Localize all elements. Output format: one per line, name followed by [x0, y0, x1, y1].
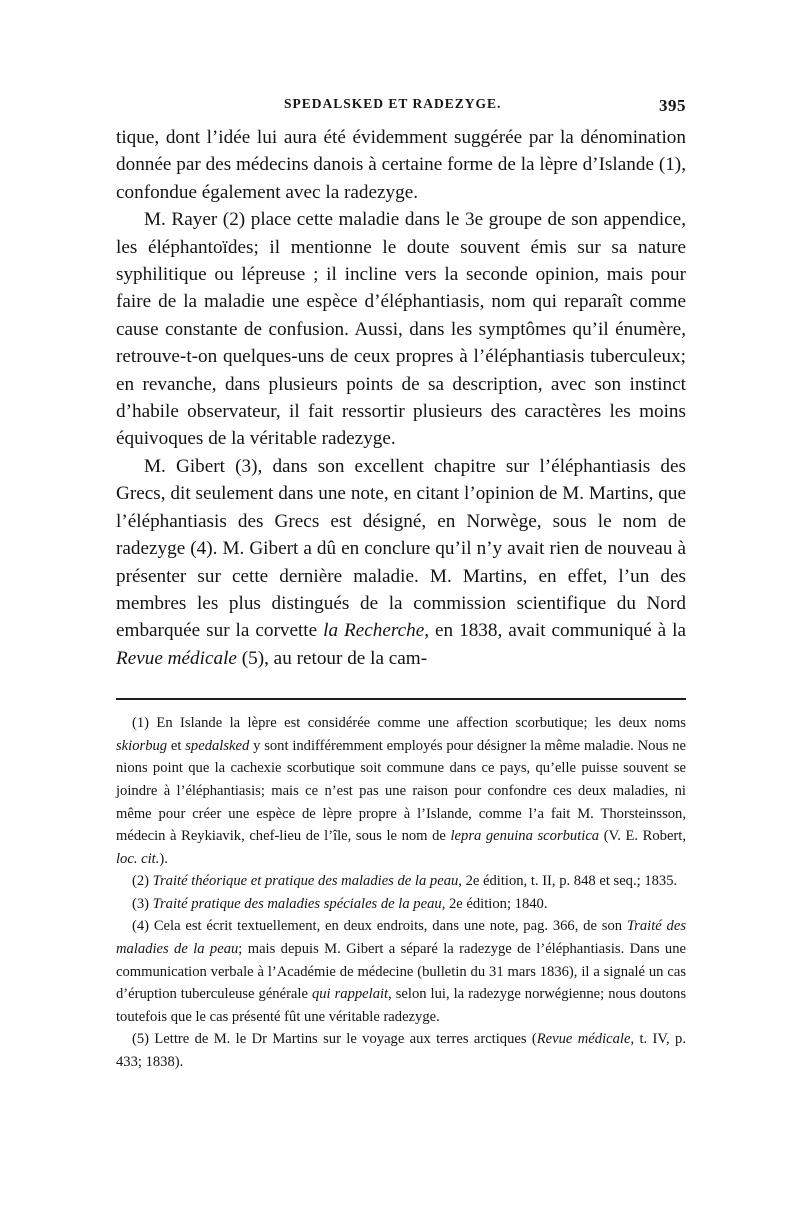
footnote-text: ; mais depuis M. Gibert a séparé la radezyge de l’éléphantiasis. Dans une communication verbale à l’Académie de médecine (bulletin du 31 mars 1836), il a signalé un cas d’éruption tuberculeuse générale: [116, 941, 687, 1003]
footnote-italic: skiorbug: [116, 737, 168, 754]
footnote-text: (5) Lettre de M. le Dr Martins sur le voyage aux terres arctiques (: [132, 1031, 537, 1048]
paragraph-text: tique, dont l’idée lui aura été évidemment suggérée par la dénomination donnée par des médecins danois à certaine forme de la lèpre d’Islande (1), confondue également avec la radezyge.: [116, 127, 686, 203]
paragraph-text: (5), au retour de la cam-: [236, 647, 428, 669]
footnote-italic: Traité théorique et pratique des maladies de la peau: [152, 873, 459, 890]
paragraph-text: M. Gibert (3), dans son excellent chapitre sur l’éléphantiasis des Grecs, dit seulement dans une note, en citant l’opinion de M. Martins, que l’éléphantiasis des Grecs est désigné, en Norwège, sous le nom de radezyge (4). M. Gibert a dû en conclure qu’il n’y avait rien de nouveau à présenter sur cette dernière maladie. M. Martins, en effet, l’un des membres les plus distingués de la commission scientifique du Nord embarquée sur la corvette: [116, 455, 686, 642]
footnote-4: [116, 915, 686, 1028]
footnote-italic: qui rappelait: [311, 986, 389, 1003]
book-page: [116, 96, 686, 1074]
footnote-3: [116, 893, 686, 916]
footnote-text: , t. IV, p. 433; 1838).: [116, 1031, 686, 1071]
footnote-2: [116, 870, 686, 893]
journal-title: Revue médicale: [116, 647, 237, 669]
footnotes: [116, 712, 686, 1074]
page-number: 395: [659, 96, 686, 115]
footnote-text: et: [167, 737, 186, 754]
page-header: [116, 96, 686, 122]
footnote-text: (2): [132, 873, 153, 890]
footnote-text: , 2e édition, t. II, p. 848 et seq.; 1835.: [458, 873, 678, 890]
paragraph-continued: [116, 124, 686, 206]
footnote-text: y sont indifféremment employés pour désigner la même maladie. Nous ne nions point que la cachexie scorbutique soit commune dans ce pays, qu’elle puisse souvent se joindre à l’éléphantiasis; mais ce n’est pas une raison pour confondre ces deux maladies, ni même pour créer une espèce de lèpre propre à l’Islande, comme l’a fait M. Thorsteinsson, médecin à Reykiavik, chef-lieu de l’île, sous le nom de: [116, 737, 686, 845]
footnote-text: , 2e édition; 1840.: [441, 895, 548, 912]
body-text: [116, 124, 686, 672]
footnote-5: [116, 1028, 686, 1073]
footnote-italic: spedalsked: [185, 737, 250, 754]
paragraph-text: M. Rayer (2) place cette maladie dans le 3e groupe de son appendice, les éléphantoïdes; il mentionne le doute souvent émis sur sa nature syphilitique ou lépreuse ; il incline vers la seconde opinion, mais pour faire de la maladie une espèce d’éléphantiasis, nom qui reparaît comme cause constante de confusion. Aussi, dans les symptômes qu’il énumère, retrouve-t-on quelques-uns de ceux propres à l’éléphantiasis tuberculeux; en revanche, dans plusieurs points de sa description, avec son instinct d’habile observateur, il fait ressortir plusieurs des caractères les moins équivoques de la véritable radezyge.: [116, 209, 686, 450]
footnote-text: (3): [132, 895, 153, 912]
footnote-italic: loc. cit.: [116, 850, 160, 867]
footnote-text: (V. E. Robert,: [599, 828, 686, 845]
footnote-italic: Traité pratique des maladies spéciales de la peau: [152, 895, 442, 912]
paragraph-gibert: [116, 453, 686, 672]
footnote-text: (4) Cela est écrit textuellement, en deux endroits, dans une note, pag. 366, de son: [132, 918, 627, 935]
footnote-italic: Traité des maladies de la peau: [116, 918, 686, 958]
footnote-1: [116, 712, 686, 870]
footnote-italic: lepra genuina scorbutica: [450, 828, 600, 845]
ship-name: la Recherche,: [323, 620, 430, 642]
footnote-divider: [116, 698, 686, 700]
paragraph-rayer: [116, 206, 686, 453]
footnote-text: , selon lui, la radezyge norwégienne; nous doutons toutefois que le cas présenté fût une véritable radezyge.: [116, 986, 686, 1025]
footnote-italic: Revue médicale: [536, 1031, 631, 1048]
running-head: SPEDALSKED ET RADEZYGE.: [284, 96, 502, 111]
footnote-text: ).: [159, 850, 168, 867]
footnote-text: (1) En Islande la lèpre est considérée comme une affection scorbutique; les deux noms: [132, 715, 686, 732]
paragraph-text: en 1838, avait communiqué à la: [429, 620, 686, 642]
